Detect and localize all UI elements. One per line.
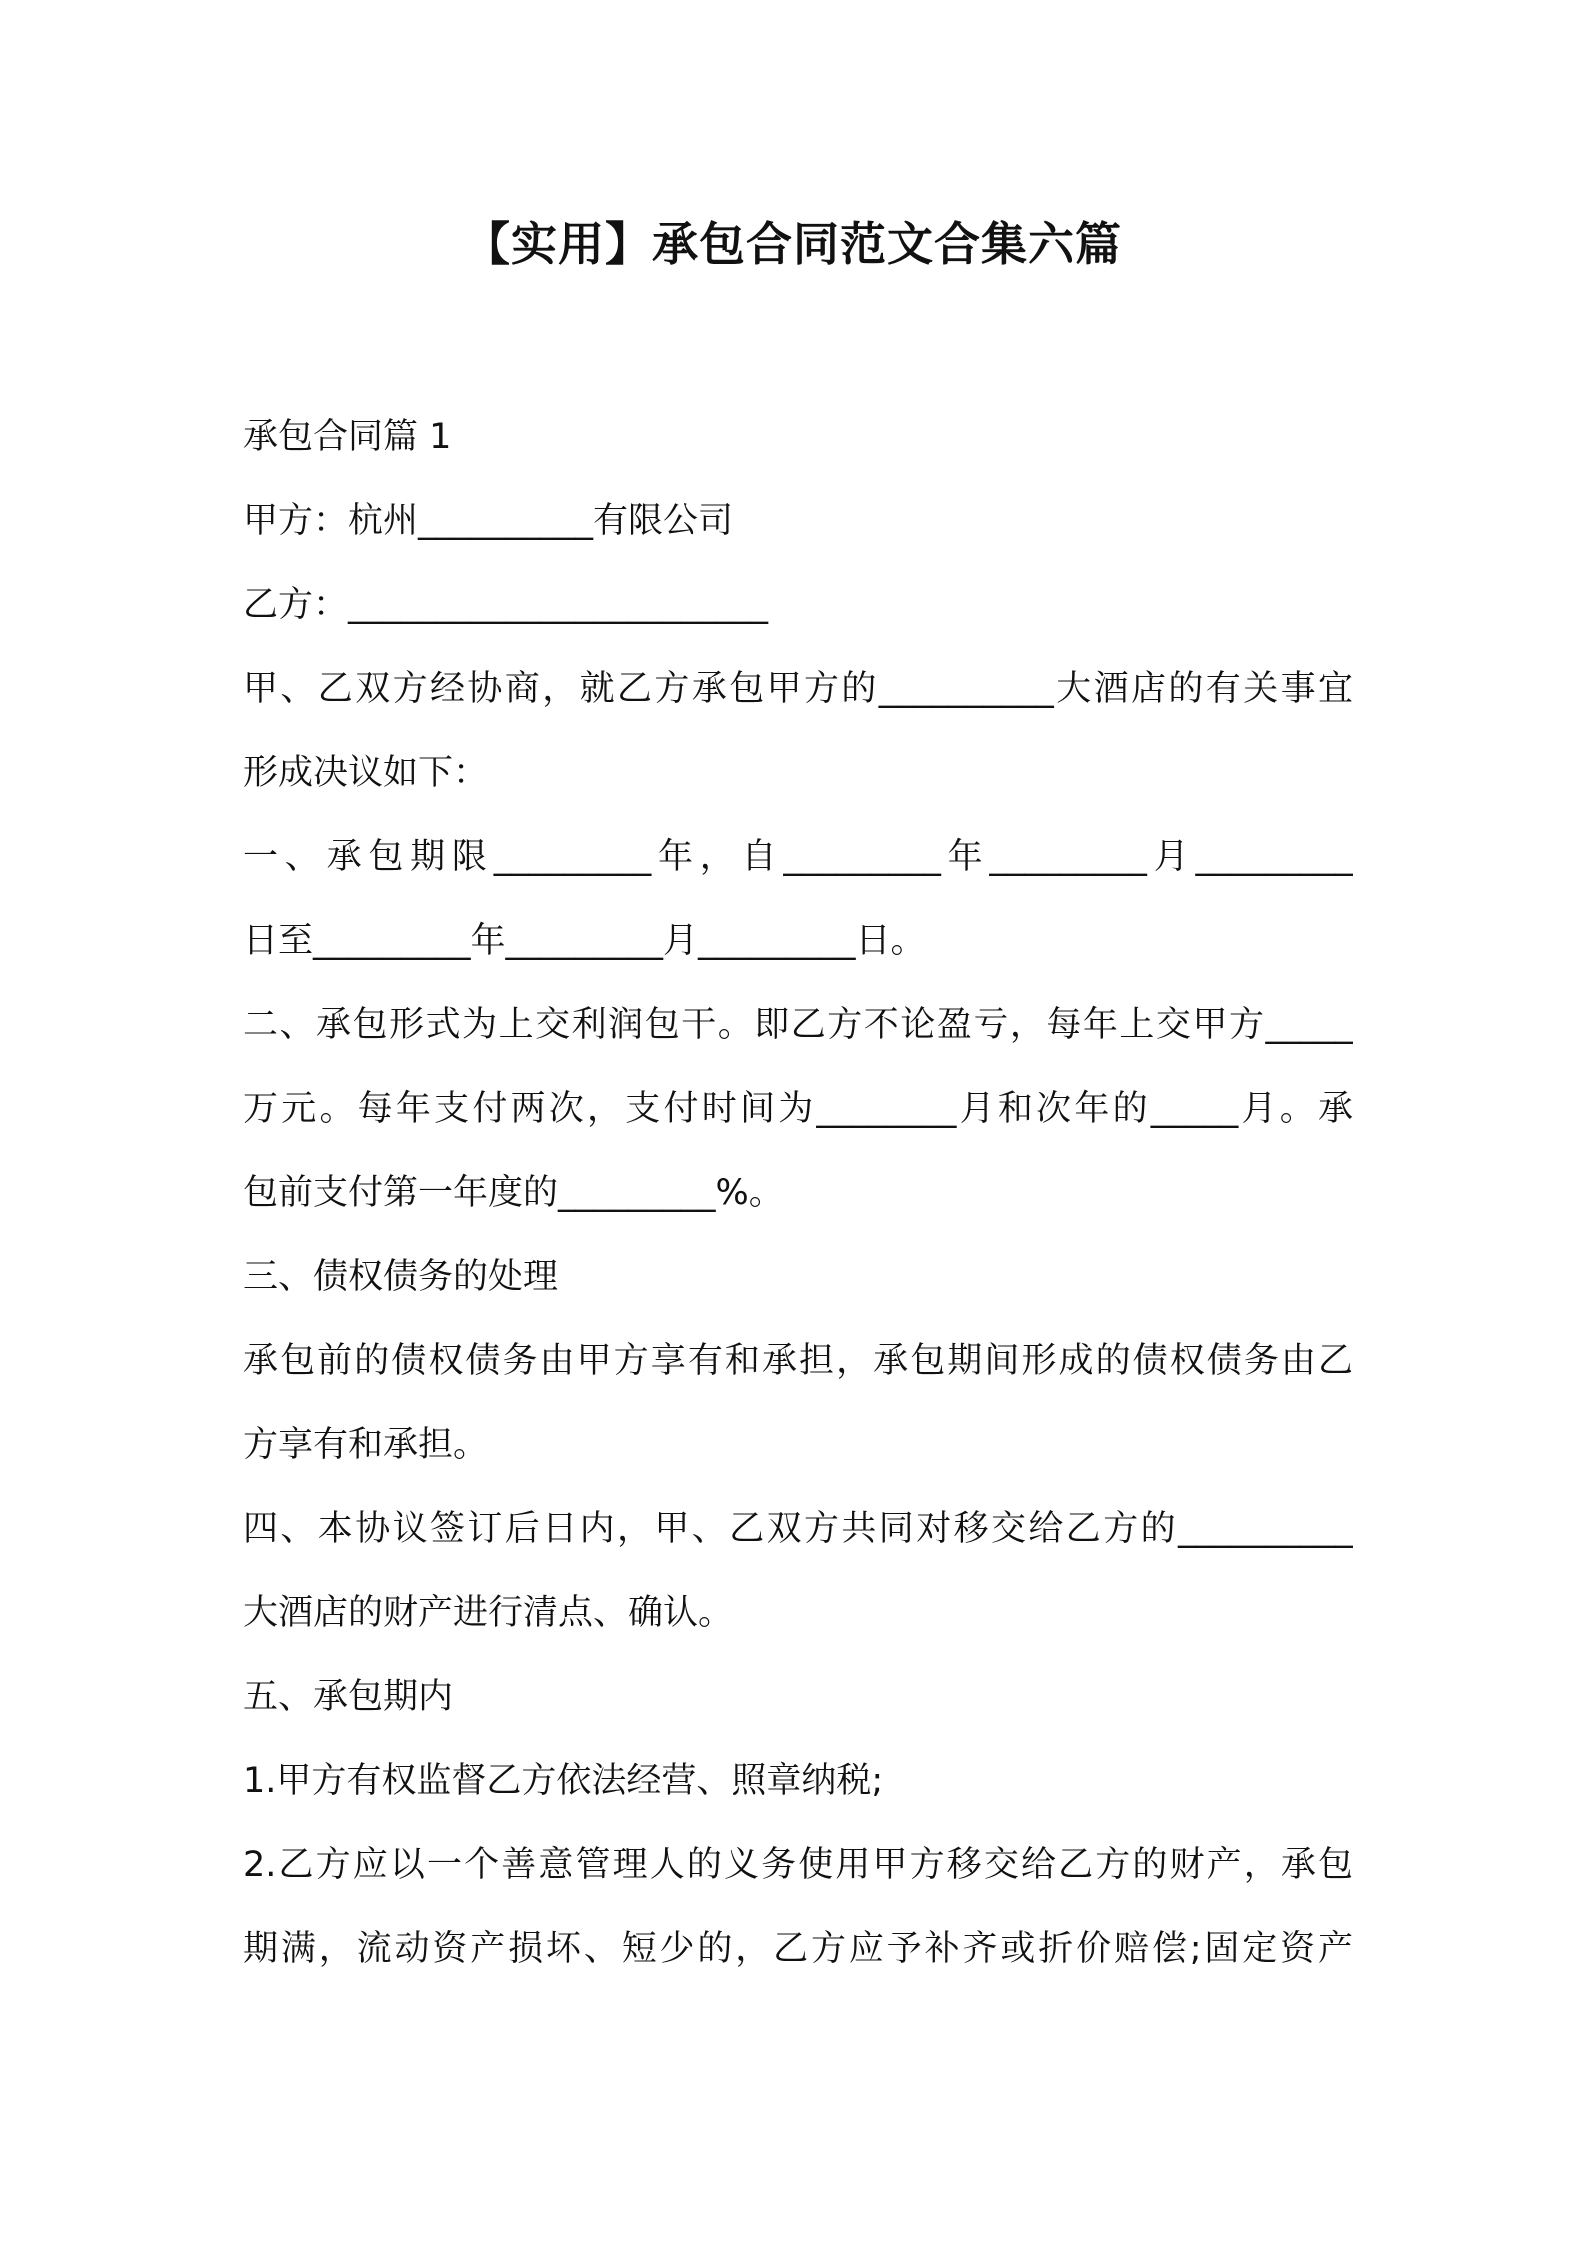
paragraph-line: 甲、乙双方经协商，就乙方承包甲方的__________大酒店的有关事宜 [243,669,1353,709]
clause-1-line: 日至_________年_________月_________日。 [243,921,926,961]
clause-2-line: 二、承包形式为上交利润包干。即乙方不论盈亏，每年上交甲方_____ [243,1005,1353,1045]
clause-2-line: 包前支付第一年度的_________%。 [243,1173,784,1213]
clause-2-line: 万元。每年支付两次，支付时间为________月和次年的_____月。承 [243,1089,1353,1129]
clause-5-item-1: 1.甲方有权监督乙方依法经营、照章纳税; [243,1761,884,1801]
party-a-line: 甲方：杭州__________有限公司 [243,501,734,541]
clause-5-item-2: 期满，流动资产损坏、短少的，乙方应予补齐或折价赔偿;固定资产 [243,1929,1353,1969]
clause-3-line: 承包前的债权债务由甲方享有和承担，承包期间形成的债权债务由乙 [243,1341,1353,1381]
clause-4-line: 四、本协议签订后日内，甲、乙双方共同对移交给乙方的__________ [243,1509,1353,1549]
paragraph-line: 形成决议如下： [243,753,489,793]
party-b-line: 乙方：________________________ [243,585,769,625]
clause-4-line: 大酒店的财产进行清点、确认。 [243,1593,734,1633]
document-title: 【实用】承包合同范文合集六篇 [464,217,1122,271]
clause-3-line: 方享有和承担。 [243,1425,489,1465]
clause-1-line: 一、承包期限_________年，自_________年_________月_________ [243,837,1353,877]
section-heading-contract-1: 承包合同篇 1 [243,417,452,457]
clause-5-heading: 五、承包期内 [243,1677,454,1717]
clause-5-item-2: 2.乙方应以一个善意管理人的义务使用甲方移交给乙方的财产，承包 [243,1845,1353,1885]
clause-3-heading: 三、债权债务的处理 [243,1257,559,1297]
